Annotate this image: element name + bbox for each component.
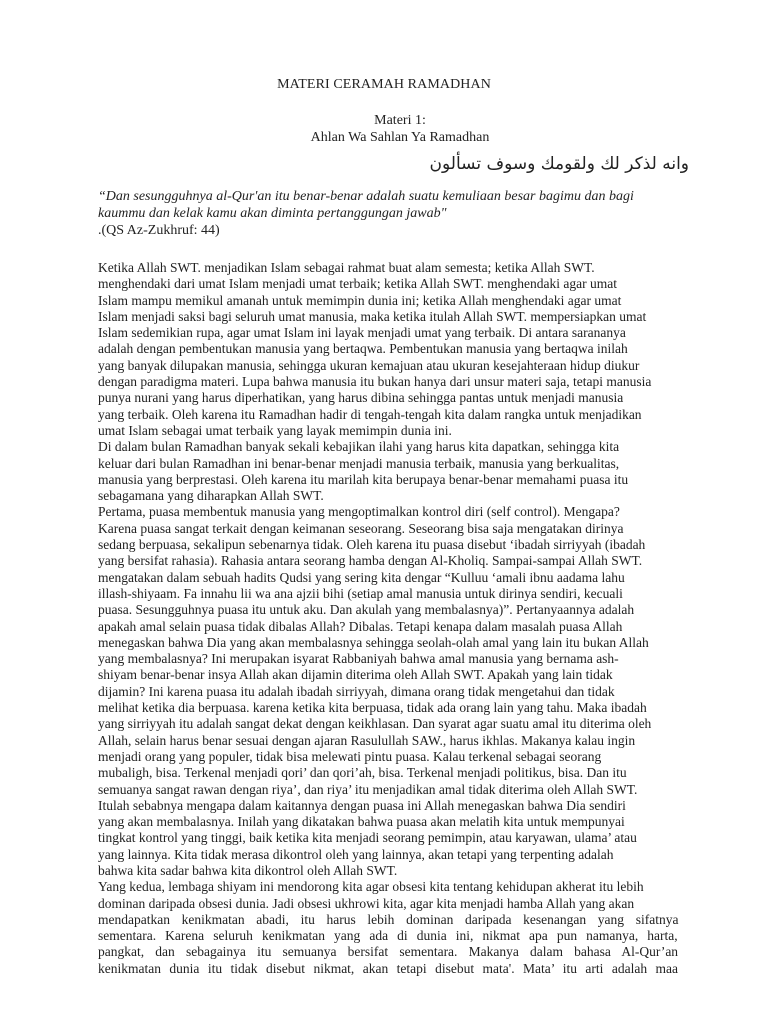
verse-reference: .(QS Az-Zukhruf: 44) <box>98 223 220 238</box>
body-line: yang banyak dilupakan manusia, sehingga ukuran kemajuan atau ukuran kesejahteraan hidup diukur <box>98 357 640 373</box>
body-line: sementara. Karena seluruh kenikmatan yang ada di dunia ini, nikmat apa pun namanya, harta, <box>98 928 678 944</box>
materi-label: Materi 1: <box>374 113 426 128</box>
body-line: bahwa kita sadar bahwa kita dikontrol oleh Allah SWT. <box>98 862 398 878</box>
body-line: dijamin? Ini karena puasa itu adalah ibadah sirriyyah, dimana orang tidak mengetahui dan tidak <box>98 683 615 699</box>
body-line: Ketika Allah SWT. menjadikan Islam sebagai rahmat buat alam semesta; ketika Allah SWT. <box>98 260 595 275</box>
body-line: menegaskan bahwa Dia yang akan membalasnya sehingga seolah-olah amal yang lain itu bukan Allah <box>98 634 649 650</box>
body-line: manusia yang berprestasi. Oleh karena itu marilah kita berupaya benar-benar memahami puasa itu <box>98 471 629 487</box>
body-line: mubaligh, bisa. Terkenal menjadi qori’ dan qori’ah, bisa. Terkenal menjadi politikus, bisa. Dan itu <box>98 765 627 781</box>
body-line: semuanya sangat rawan dengan riya’, dan riya’ itu menjadikan amal tidak diterima oleh Allah SWT. <box>98 781 638 797</box>
materi-heading <box>0 112 768 146</box>
body-line: yang lainnya. Kita tidak merasa dikontrol oleh yang lainnya, akan tetapi yang terpenting adalah <box>98 846 614 862</box>
body-line: tingkat kontrol yang tinggi, baik ketika kita menjadi seorang pemimpin, atau karyawan, ulama’ atau <box>98 830 637 846</box>
materi-title: Ahlan Wa Sahlan Ya Ramadhan <box>310 130 490 145</box>
body-line: punya nurani yang harus diperhatikan, yang harus dibina sehingga pantas untuk menjadi manusia <box>98 390 624 406</box>
body-line: Allah, selain harus benar sesuai dengan ajaran Rasulullah SAW., harus ikhlas. Makanya kalau ingin <box>98 732 636 748</box>
body-line: pangkat, dan sebagainya itu semuanya bersifat sementara. Makanya dalam bahasa Al-Qur’an <box>98 944 679 960</box>
body-line: shiyam benar-benar insya Allah akan dijamin diterima oleh Allah SWT. Apakah yang lain tidak <box>98 667 613 683</box>
body-line: Karena puasa sangat terkait dengan keimanan seseorang. Seseorang bisa saja mengatakan dirinya <box>98 520 624 536</box>
body-line: yang akan membalasnya. Inilah yang dikatakan bahwa puasa akan melatih kita untuk mempunyai <box>98 814 625 830</box>
quote-line: “Dan sesungguhnya al-Qur'an itu benar-benar adalah suatu kemuliaan besar bagimu dan bagi <box>98 189 634 204</box>
body-line: Islam sedemikian rupa, agar umat Islam ini layak menjadi umat yang terbaik. Di antara sarananya <box>98 325 626 341</box>
verse-translation <box>98 188 673 222</box>
body-line: dengan paradigma materi. Lupa bahwa manusia itu bukan hanya dari unsur materi saja, tetapi manusia <box>98 374 652 390</box>
body-line: Islam menjadi saksi bagi seluruh umat manusia, maka ketika itulah Allah SWT. mempersiapkan umat <box>98 308 647 324</box>
body-line: yang bersifat rahasia). Rahasia antara seorang hamba dengan Al-Kholiq. Sampai-sampai Allah SWT. <box>98 553 643 569</box>
body-line: Islam mampu memikul amanah untuk memimpin dunia ini; ketika Allah menghendaki agar umat <box>98 292 622 308</box>
body-line: mengatakan dalam sebuah hadits Qudsi yang sering kita dengar “Kulluu ‘amali ibnu aadama lahu <box>98 569 625 585</box>
quote-line: kaummu dan kelak kamu akan diminta pertanggungan jawab" <box>98 206 447 221</box>
body-line: yang membalasnya? Ini merupakan isyarat Rabbaniyah bahwa amal manusia yang bernama ash- <box>98 651 619 667</box>
body-line: illash-shiyaam. Fa innahu lii wa ana ajzii bihi (setiap amal manusia untuk dirinya sendiri, kecuali <box>98 585 623 601</box>
body-line: kenikmatan dunia itu tidak disebut nikmat, akan tetapi disebut mata'. Mata’ itu arti adalah maa <box>98 960 679 976</box>
body-line: Yang kedua, lembaga shiyam ini mendorong kita agar obsesi kita tentang kehidupan akherat itu lebih <box>98 879 644 895</box>
body-line: melihat ketika dia berpuasa. karena ketika kita berpuasa, tidak ada orang lain yang tahu. Maka ibadah <box>98 700 647 716</box>
body-line: puasa. Sesungguhnya puasa itu untuk aku. Dan akulah yang membalasnya)”. Pertanyaannya adalah <box>98 602 635 618</box>
body-line: apakah amal selain puasa tidak dibalas Allah? Dibalas. Tetapi kenapa dalam masalah puasa Allah <box>98 618 623 634</box>
body-line: Itulah sebabnya mengapa dalam kaitannya dengan puasa ini Allah menegaskan bahwa Dia sendiri <box>98 797 626 813</box>
body-line: adalah dengan pembentukan manusia yang bertaqwa. Pembentukan manusia yang bertaqwa inilah <box>98 341 628 357</box>
body-line: Pertama, puasa membentuk manusia yang mengoptimalkan kontrol diri (self control). Mengapa? <box>98 504 620 520</box>
body-line: sebagamana yang diharapkan Allah SWT. <box>98 488 324 504</box>
body-line: dominan daripada obsesi dunia. Jadi obsesi ukhrowi kita, agar kita menjadi hamba Allah yang akan <box>98 895 635 911</box>
body-line: yang sirriyyah itu adalah sangat dekat dengan keikhlasan. Dan syarat agar suatu amal itu diterima oleh <box>98 716 652 732</box>
document-title: MATERI CERAMAH RAMADHAN <box>277 77 491 92</box>
arabic-verse: وانه لذكر لك ولقومك وسوف تسألون <box>429 154 689 174</box>
body-line: Di dalam bulan Ramadhan banyak sekali kebajikan ilahi yang harus kita dapatkan, sehingga kita <box>98 439 620 455</box>
body-line: umat Islam sebagai umat terbaik yang layak memimpin dunia ini. <box>98 422 452 438</box>
body-line: keluar dari bulan Ramadhan ini benar-benar menjadi manusia terbaik, manusia yang berkualitas, <box>98 455 620 471</box>
body-line: yang terbaik. Oleh karena itu Ramadhan hadir di tengah-tengah kita dalam rangka untuk menjadikan <box>98 406 642 422</box>
body-line: menjadi orang yang populer, tidak bisa melewati pintu puasa. Kalau terkenal sebagai seorang <box>98 748 602 764</box>
body-line: mendapatkan kenikmatan abadi, itu harus lebih dominan daripada kesenangan yang sifatnya <box>98 911 679 927</box>
body-line: sedang berpuasa, sekalipun sebenarnya tidak. Oleh karena itu puasa disebut ‘ibadah sirriyyah (ibadah <box>98 537 646 553</box>
body-text <box>98 260 678 977</box>
body-line: menghendaki dari umat Islam menjadi umat terbaik; ketika Allah SWT. menghendaki agar umat <box>98 276 617 292</box>
